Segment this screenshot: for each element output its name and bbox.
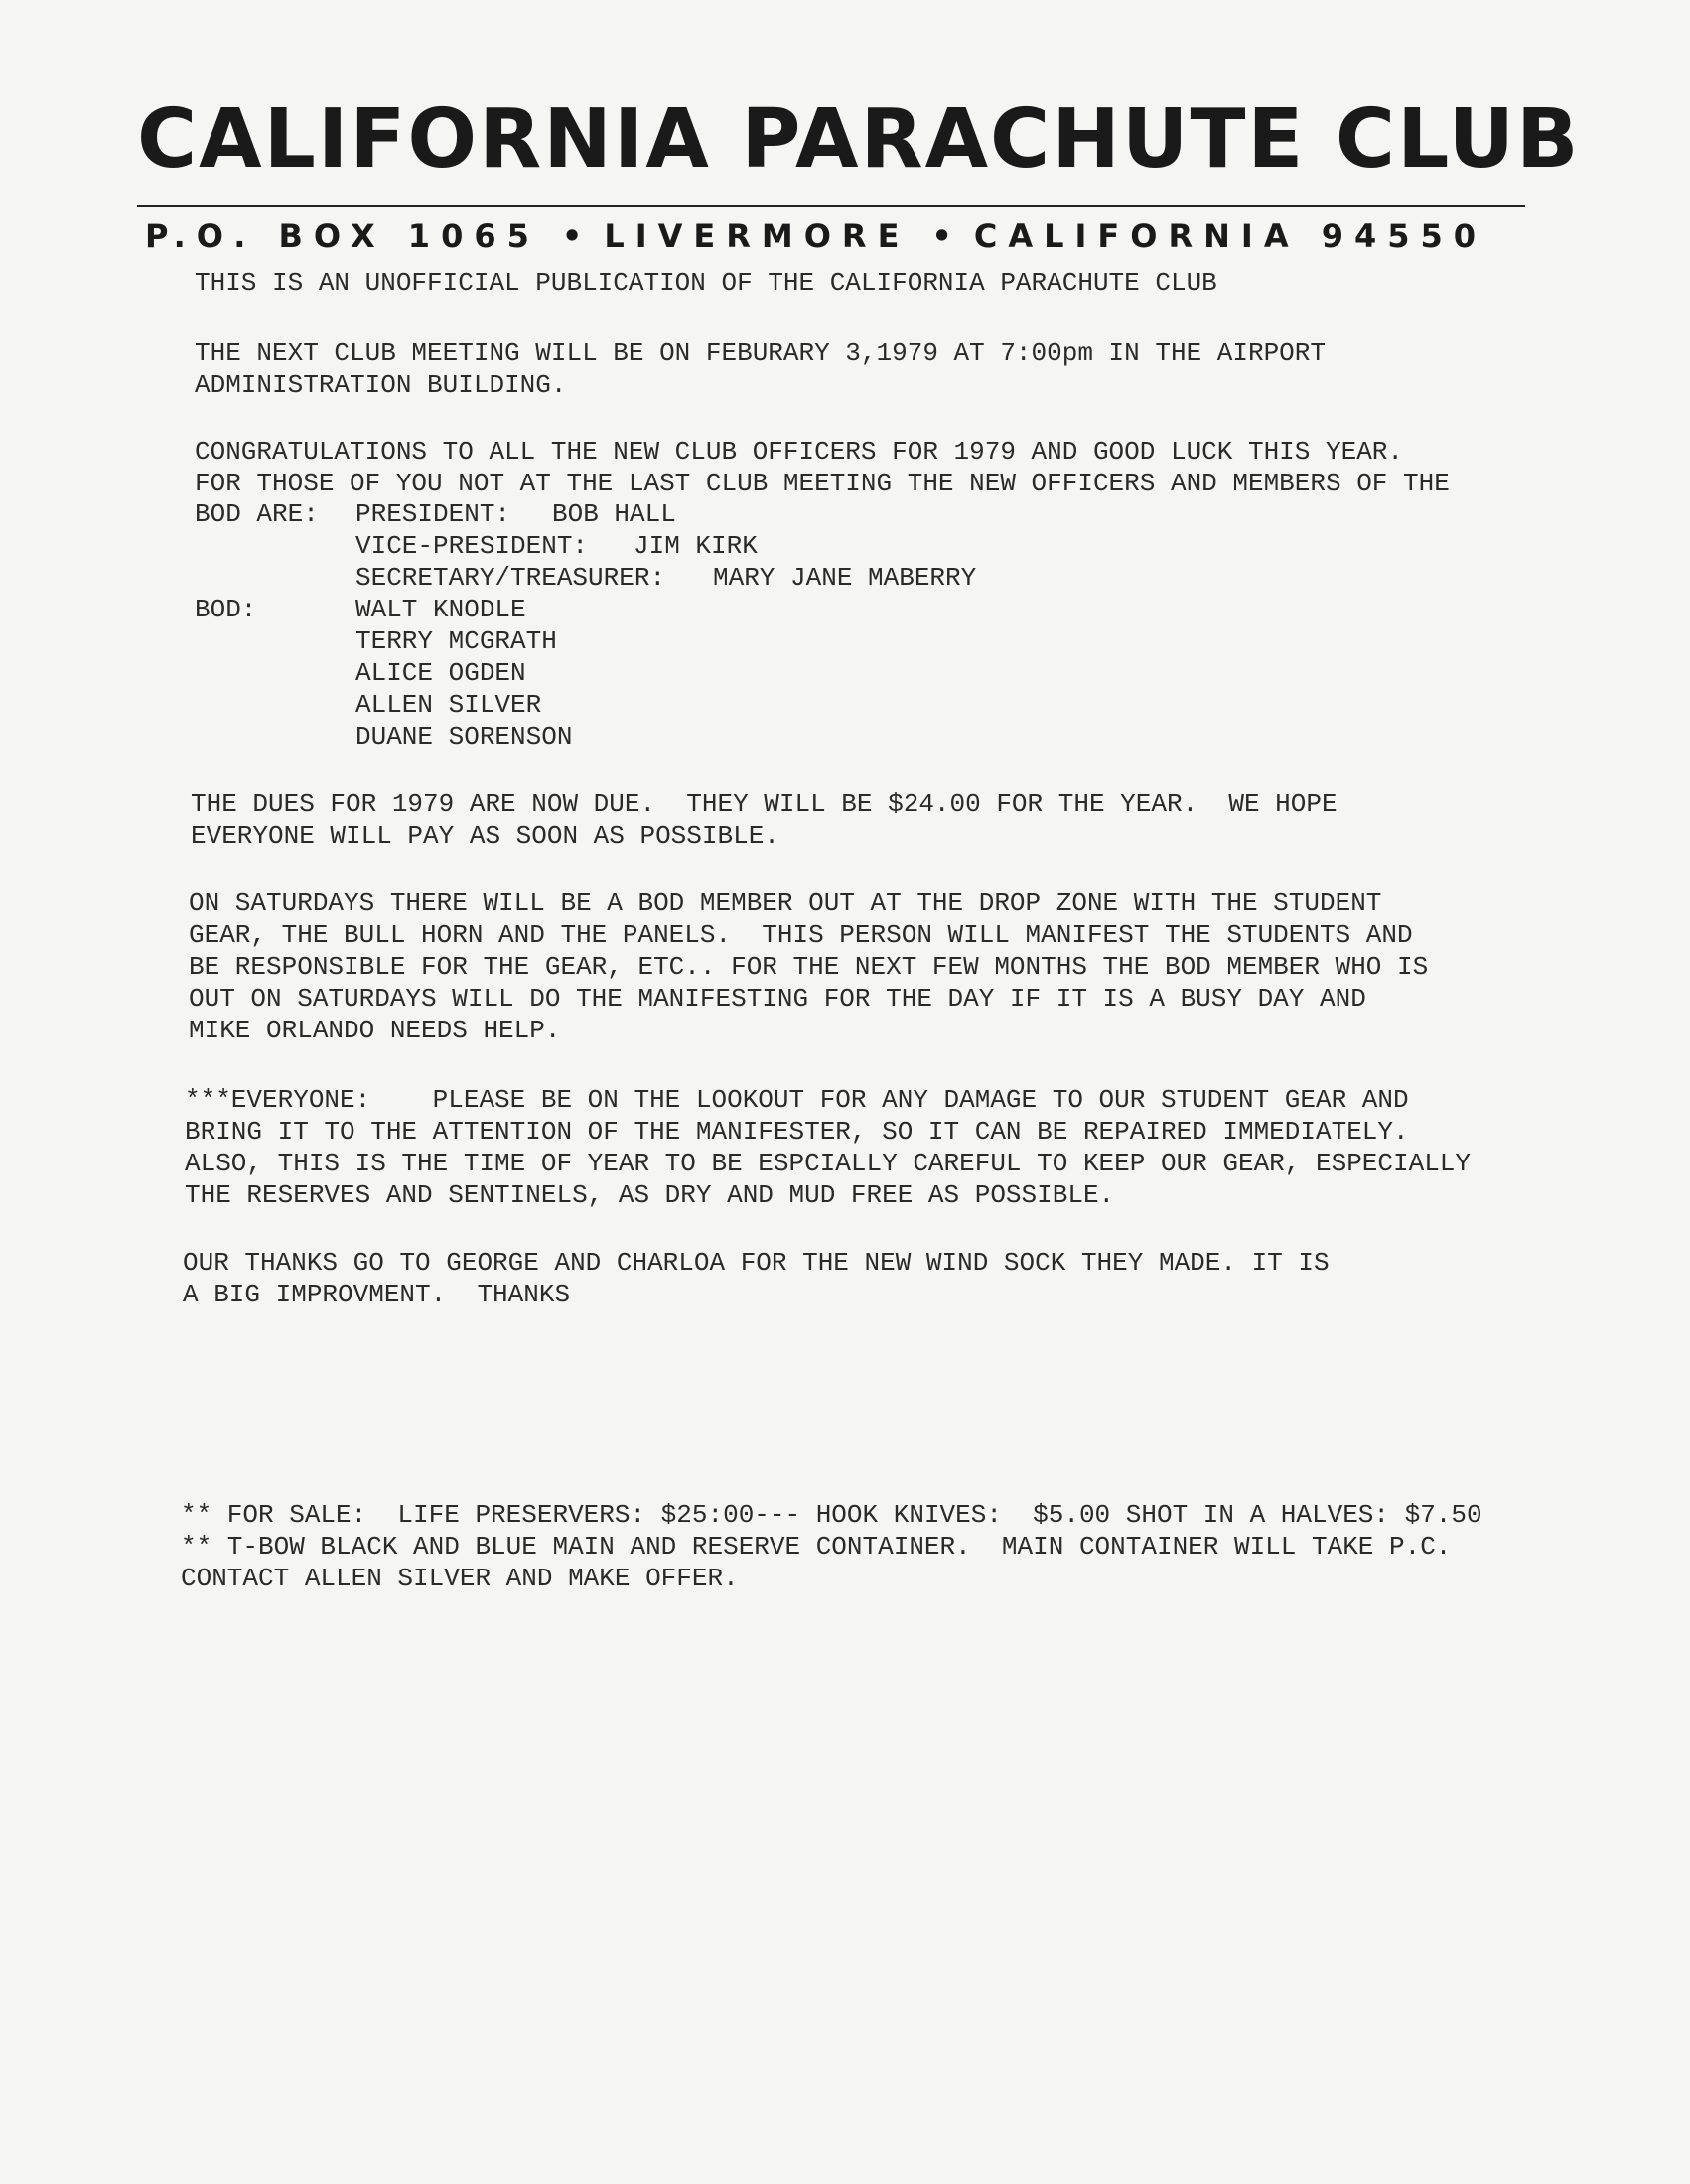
address-state-zip: CALIFORNIA 94550 — [973, 217, 1487, 255]
paragraph-line: THE RESERVES AND SENTINELS, AS DRY AND MUD FREE AS POSSIBLE. — [185, 1180, 1115, 1210]
paragraph-line: ** FOR SALE: LIFE PRESERVERS: $25:00--- HOOK KNIVES: $5.00 SHOT IN A HALVES: $7.50 — [181, 1500, 1482, 1530]
officer-role: PRESIDENT: — [355, 499, 511, 529]
officer-role: VICE-PRESIDENT: — [355, 531, 589, 561]
bod-member: TERRY MCGRATH — [355, 626, 557, 656]
address-separator: • — [561, 217, 583, 255]
paragraph-line: BE RESPONSIBLE FOR THE GEAR, ETC.. FOR THE NEXT FEW MONTHS THE BOD MEMBER WHO IS — [189, 952, 1429, 982]
paragraph-line: GEAR, THE BULL HORN AND THE PANELS. THIS PERSON WILL MANIFEST THE STUDENTS AND — [189, 920, 1413, 950]
letterhead-title: CALIFORNIA PARACHUTE CLUB — [137, 92, 1581, 187]
paragraph-line: BRING IT TO THE ATTENTION OF THE MANIFESTER, SO IT CAN BE REPAIRED IMMEDIATELY. — [185, 1117, 1409, 1147]
paragraph-line: CONGRATULATIONS TO ALL THE NEW CLUB OFFICERS FOR 1979 AND GOOD LUCK THIS YEAR. — [195, 437, 1403, 467]
bod-label: BOD: — [195, 595, 257, 624]
paragraph-line: ***EVERYONE: PLEASE BE ON THE LOOKOUT FOR ANY DAMAGE TO OUR STUDENT GEAR AND — [185, 1085, 1409, 1115]
address-city: LIVERMORE — [604, 217, 911, 255]
paragraph-line: FOR THOSE OF YOU NOT AT THE LAST CLUB MEETING THE NEW OFFICERS AND MEMBERS OF THE — [195, 469, 1450, 498]
address-separator: • — [931, 217, 952, 255]
address-box: P.O. BOX 1065 — [145, 217, 540, 255]
paragraph-line: THE NEXT CLUB MEETING WILL BE ON FEBURARY 3,1979 AT 7:00pm IN THE AIRPORT — [195, 339, 1326, 368]
officer-name: BOB HALL — [552, 499, 676, 529]
paragraph-line: MIKE ORLANDO NEEDS HELP. — [189, 1016, 561, 1045]
paragraph-line: ** T-BOW BLACK AND BLUE MAIN AND RESERVE CONTAINER. MAIN CONTAINER WILL TAKE P.C. — [181, 1532, 1452, 1562]
officer-name: MARY JANE MABERRY — [713, 563, 977, 593]
paragraph-line: CONTACT ALLEN SILVER AND MAKE OFFER. — [181, 1564, 739, 1593]
paragraph-line: EVERYONE WILL PAY AS SOON AS POSSIBLE. — [191, 821, 779, 851]
officer-role: SECRETARY/TREASURER: — [355, 563, 666, 593]
bod-member: WALT KNODLE — [355, 595, 526, 624]
paragraph-line: THE DUES FOR 1979 ARE NOW DUE. THEY WILL BE $24.00 FOR THE YEAR. WE HOPE — [191, 789, 1338, 819]
paragraph-line: ON SATURDAYS THERE WILL BE A BOD MEMBER OUT AT THE DROP ZONE WITH THE STUDENT — [189, 888, 1382, 918]
paragraph-line: ADMINISTRATION BUILDING. — [195, 370, 567, 400]
bod-member: ALLEN SILVER — [355, 690, 542, 720]
publication-notice: THIS IS AN UNOFFICIAL PUBLICATION OF THE CALIFORNIA PARACHUTE CLUB — [195, 268, 1217, 298]
officer-name: JIM KIRK — [634, 531, 758, 561]
paragraph-line: ALSO, THIS IS THE TIME OF YEAR TO BE ESPCIALLY CAREFUL TO KEEP OUR GEAR, ESPECIALLY — [185, 1149, 1472, 1178]
letterhead-rule — [137, 205, 1525, 207]
paragraph-line: OUT ON SATURDAYS WILL DO THE MANIFESTING FOR THE DAY IF IT IS A BUSY DAY AND — [189, 984, 1366, 1014]
bod-member: DUANE SORENSON — [355, 722, 573, 751]
letterhead-address — [145, 217, 1535, 255]
bod-member: ALICE OGDEN — [355, 658, 526, 688]
paragraph-line: A BIG IMPROVMENT. THANKS — [183, 1280, 571, 1309]
paragraph-line: OUR THANKS GO TO GEORGE AND CHARLOA FOR THE NEW WIND SOCK THEY MADE. IT IS — [183, 1248, 1330, 1278]
bod-are-label: BOD ARE: — [195, 499, 319, 529]
